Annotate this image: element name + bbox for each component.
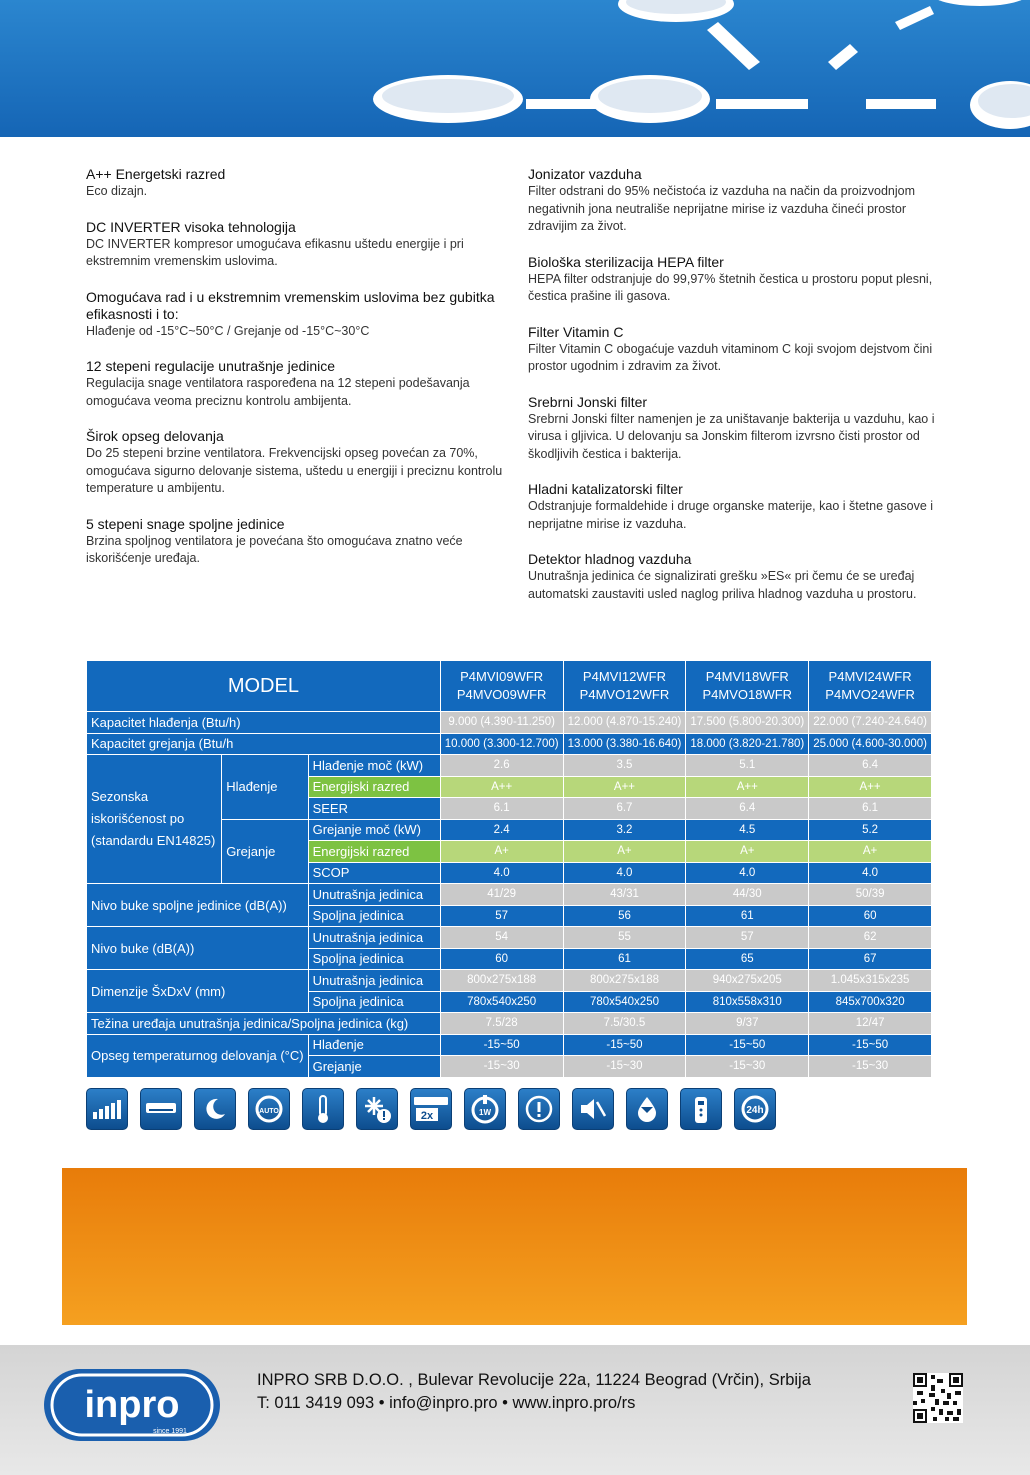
feature-text: Unutrašnja jedinica će signalizirati grešku »ES« pri čemu će se uređaj automatski zaustaviti usled naglog priliva hladnog vazduha u prostoru. (528, 569, 917, 601)
logo-since: since 1991 (153, 1428, 187, 1435)
table-cell: 6.7 (564, 798, 686, 819)
signal-bars-icon (86, 1088, 128, 1130)
auto-icon (248, 1088, 290, 1130)
feature-icons (86, 1088, 776, 1130)
footer-contact (257, 1369, 811, 1415)
table-cell: 56 (564, 906, 686, 927)
header-band (0, 0, 1030, 137)
indoor-unit-icon (140, 1088, 182, 1130)
table-row (87, 712, 931, 733)
row-label: Spoljna jedinica (309, 906, 440, 927)
row-label: Hlađenje (309, 1035, 440, 1056)
table-cell: 780x540x250 (441, 992, 563, 1013)
alert-icon (518, 1088, 560, 1130)
feature-title: Biološka sterilizacija HEPA filter (528, 253, 724, 270)
table-cell: 4.0 (441, 863, 563, 884)
qr-code[interactable] (913, 1373, 963, 1423)
table-cell: 13.000 (3.380-16.640) (564, 734, 686, 755)
feature-title: DC INVERTER visoka tehnologija (86, 218, 296, 235)
feature-title: Detektor hladnog vazduha (528, 551, 692, 567)
model-indoor: P4MVI09WFR (460, 669, 544, 684)
table-cell: 57 (441, 906, 563, 927)
table-cell: 41/29 (441, 884, 563, 905)
row-group-label: Dimenzije ŠxDxV (mm) (87, 970, 308, 1012)
feature-title: Hladni katalizatorski filter (528, 481, 683, 497)
24h-label: 24h (746, 1105, 764, 1116)
table-cell: 67 (809, 949, 931, 970)
table-cell: -15~50 (441, 1035, 563, 1056)
feature-title: Jonizator vazduha (528, 166, 642, 182)
row-label: Spoljna jedinica (309, 992, 440, 1013)
cooling-group-label: Hlađenje (222, 755, 307, 819)
logo-text: inpro (84, 1384, 180, 1426)
table-cell: 6.1 (441, 798, 563, 819)
2x-label: 2x (420, 1110, 434, 1122)
feature-text: Brzina spoljnog ventilatora je povećana što omogućava znatno veće iskorišćenje uređaja. (86, 533, 463, 565)
auto-label: AUTO (259, 1108, 279, 1115)
feature (86, 516, 506, 568)
feature-text: Filter Vitamin C obogaćuje vazduh vitaminom C koji svojom dejstvom čini prostor ugodnim i zdravim za život. (528, 341, 933, 373)
feature (528, 324, 948, 376)
row-label: Unutrašnja jedinica (309, 927, 440, 948)
row-group-label: Nivo buke spoljne jedinice (dB(A)) (87, 884, 308, 926)
row-label: Kapacitet grejanja (Btu/h (87, 734, 440, 755)
table-cell: -15~30 (564, 1056, 686, 1077)
feature (528, 394, 948, 464)
feature (86, 428, 506, 498)
inpro-logo (42, 1365, 222, 1445)
table-cell: 22.000 (7.240-24.640) (809, 712, 931, 733)
feature (86, 166, 506, 201)
table-cell: A+ (441, 841, 563, 862)
table-row (87, 755, 931, 776)
features-right (528, 166, 948, 621)
model-indoor: P4MVI12WFR (582, 669, 666, 684)
feature-title: Srebrni Jonski filter (528, 393, 648, 410)
feature-title: A++ Energetski razred (86, 166, 226, 182)
table-cell: A++ (441, 777, 563, 798)
model-outdoor: P4MVO18WFR (702, 687, 793, 702)
model-cell (441, 661, 563, 711)
model-cell (809, 661, 931, 711)
table-cell: 3.2 (564, 820, 686, 841)
table-cell: 57 (686, 927, 808, 948)
model-outdoor: P4MVO24WFR (825, 687, 915, 702)
feature-text: DC INVERTER kompresor umogućava efikasnu uštedu energije i pri ekstremnim vremenskim uslovima. (86, 236, 464, 268)
spec-table (86, 660, 932, 1078)
table-cell: -15~50 (686, 1035, 808, 1056)
table-cell: 800x275x188 (564, 970, 686, 991)
row-label: Energijski razred (309, 841, 440, 862)
feature (528, 481, 948, 533)
table-cell: 12.000 (4.870-15.240) (564, 712, 686, 733)
table-cell: 7.5/28 (441, 1013, 563, 1034)
table-cell: -15~50 (564, 1035, 686, 1056)
table-row (87, 1013, 931, 1034)
table-cell: 800x275x188 (441, 970, 563, 991)
model-indoor: P4MVI18WFR (705, 669, 789, 684)
heating-group-label: Grejanje (222, 820, 307, 884)
row-label: SEER (309, 798, 440, 819)
footer-contacts: T: 011 3419 093 • info@inpro.pro • www.inpro.pro/rs (257, 1394, 636, 1412)
row-label: SCOP (309, 863, 440, 884)
feature-text: Hlađenje od -15°C~50°C / Grejanje od -15°C~30°C (86, 323, 370, 338)
model-indoor: P4MVI24WFR (828, 669, 912, 684)
table-cell: 810x558x310 (686, 992, 808, 1013)
table-cell: 780x540x250 (564, 992, 686, 1013)
table-cell: 4.0 (809, 863, 931, 884)
table-cell: 43/31 (564, 884, 686, 905)
feature (528, 166, 948, 236)
feature-title: 5 stepeni snage spoljne jedinice (86, 515, 285, 532)
model-cell (686, 661, 808, 711)
moon-icon (194, 1088, 236, 1130)
table-cell: 65 (686, 949, 808, 970)
table-header-row (87, 661, 931, 711)
2x-icon (410, 1088, 452, 1130)
feature (86, 289, 506, 341)
model-header: MODEL (87, 661, 440, 711)
table-cell: A++ (809, 777, 931, 798)
table-cell: 4.5 (686, 820, 808, 841)
feature-text: HEPA filter odstranjuje do 99,97% štetnih čestica u prostoru poput plesni, čestica prašine ili gasova. (528, 271, 933, 303)
model-cell (564, 661, 686, 711)
mute-icon (572, 1088, 614, 1130)
feature (86, 358, 506, 410)
table-cell: A++ (686, 777, 808, 798)
table-cell: 55 (564, 927, 686, 948)
row-label: Kapacitet hlađenja (Btu/h) (87, 712, 440, 733)
table-cell: 12/47 (809, 1013, 931, 1034)
table-cell: 62 (809, 927, 931, 948)
remote-icon (680, 1088, 722, 1130)
table-cell: 4.0 (564, 863, 686, 884)
table-cell: 61 (686, 906, 808, 927)
footer-address: INPRO SRB D.O.O. , Bulevar Revolucije 22a, 11224 Beograd (Vrčin), Srbija (257, 1371, 811, 1389)
header-decoration (0, 0, 1030, 137)
table-row (87, 734, 931, 755)
table-cell: -15~30 (809, 1056, 931, 1077)
table-cell: 18.000 (3.820-21.780) (686, 734, 808, 755)
feature-text: Regulacija snage ventilatora raspoređena na 12 stepeni podešavanja omogućava veoma preciznu kontrolu ambijenta. (86, 376, 470, 408)
feature (528, 551, 948, 603)
table-cell: 61 (564, 949, 686, 970)
model-outdoor: P4MVO09WFR (456, 687, 547, 702)
table-cell: 4.0 (686, 863, 808, 884)
feature (528, 254, 948, 306)
table-row (87, 970, 931, 991)
table-row (87, 927, 931, 948)
feature-text: Filter odstrani do 95% nečistoća iz vazduha na način da proizvodnjom negativnih jona neutrališe neprijatne mirise iz vazduha čineći prostor zdravijim za život. (528, 184, 916, 233)
seasonal-label: Sezonska iskorišćenost po (standardu EN14825) (87, 755, 221, 883)
table-cell: 7.5/30.5 (564, 1013, 686, 1034)
table-cell: 54 (441, 927, 563, 948)
table-cell: 9/37 (686, 1013, 808, 1034)
1w-label: 1W (479, 1108, 491, 1117)
table-cell: A+ (809, 841, 931, 862)
table-cell: 6.4 (686, 798, 808, 819)
table-cell: 60 (441, 949, 563, 970)
features-left (86, 166, 506, 586)
footer (0, 1345, 1030, 1475)
row-label: Težina uređaja unutrašnja jedinica/Spoljna jedinica (kg) (87, 1013, 440, 1034)
orange-banner (62, 1168, 967, 1325)
table-cell: 1.045x315x235 (809, 970, 931, 991)
table-cell: 50/39 (809, 884, 931, 905)
table-cell: A++ (564, 777, 686, 798)
model-outdoor: P4MVO12WFR (579, 687, 670, 702)
row-label: Hlađenje moč (kW) (309, 755, 440, 776)
row-label: Grejanje moč (kW) (309, 820, 440, 841)
table-cell: 6.1 (809, 798, 931, 819)
feature-title: 12 stepeni regulacije unutrašnje jedinice (86, 358, 336, 374)
table-cell: A+ (686, 841, 808, 862)
feature-text: Do 25 stepeni brzine ventilatora. Frekvencijski opseg povećan za 70%, omogućava sigurno delovanje sistema, uštedu u energiji i preciznu kontrolu temperature u ambijentu. (86, 446, 503, 495)
1w-power-icon (464, 1088, 506, 1130)
snowflake-warning-icon (356, 1088, 398, 1130)
row-label: Spoljna jedinica (309, 949, 440, 970)
table-cell: -15~30 (441, 1056, 563, 1077)
table-cell: 845x700x320 (809, 992, 931, 1013)
feature-text: Eco dizajn. (86, 184, 148, 198)
table-cell: -15~50 (809, 1035, 931, 1056)
row-group-label: Nivo buke (dB(A)) (87, 927, 308, 969)
table-cell: 6.4 (809, 755, 931, 776)
thermometer-icon (302, 1088, 344, 1130)
row-label: Unutrašnja jedinica (309, 884, 440, 905)
table-cell: 2.4 (441, 820, 563, 841)
feature-title: Omogućava rad i u ekstremnim vremenskim uslovima bez gubitka efikasnosti i to: (86, 288, 495, 322)
table-cell: 3.5 (564, 755, 686, 776)
feature-title: Filter Vitamin C (528, 323, 624, 340)
table-cell: 60 (809, 906, 931, 927)
row-label: Energijski razred (309, 777, 440, 798)
24h-icon (734, 1088, 776, 1130)
table-cell: 44/30 (686, 884, 808, 905)
feature-text: Odstranjuje formaldehide i druge organske materije, kao i štetne gasove i neprijatne mirise iz vazduha. (528, 499, 934, 531)
table-cell: 9.000 (4.390-11.250) (441, 712, 563, 733)
feature-title: Širok opseg delovanja (86, 428, 224, 444)
feature-text: Srebrni Jonski filter namenjen je za uništavanje bakterija u vazduhu, kao i virusa i gljivica. U delovanju sa Jonskim filterom izvrsno čisti prostor od škodljivih čestica i bakterija. (528, 411, 935, 461)
table-cell: 25.000 (4.600-30.000) (809, 734, 931, 755)
row-label: Grejanje (309, 1056, 440, 1077)
table-cell: -15~30 (686, 1056, 808, 1077)
table-cell: 17.500 (5.800-20.300) (686, 712, 808, 733)
row-label: Unutrašnja jedinica (309, 970, 440, 991)
drop-icon (626, 1088, 668, 1130)
table-cell: 5.1 (686, 755, 808, 776)
table-cell: 2.6 (441, 755, 563, 776)
table-row (87, 884, 931, 905)
table-cell: 10.000 (3.300-12.700) (441, 734, 563, 755)
feature (86, 219, 506, 271)
table-cell: 5.2 (809, 820, 931, 841)
row-group-label: Opseg temperaturnog delovanja (°C) (87, 1035, 308, 1077)
table-row (87, 1035, 931, 1056)
table-cell: A+ (564, 841, 686, 862)
table-cell: 940x275x205 (686, 970, 808, 991)
